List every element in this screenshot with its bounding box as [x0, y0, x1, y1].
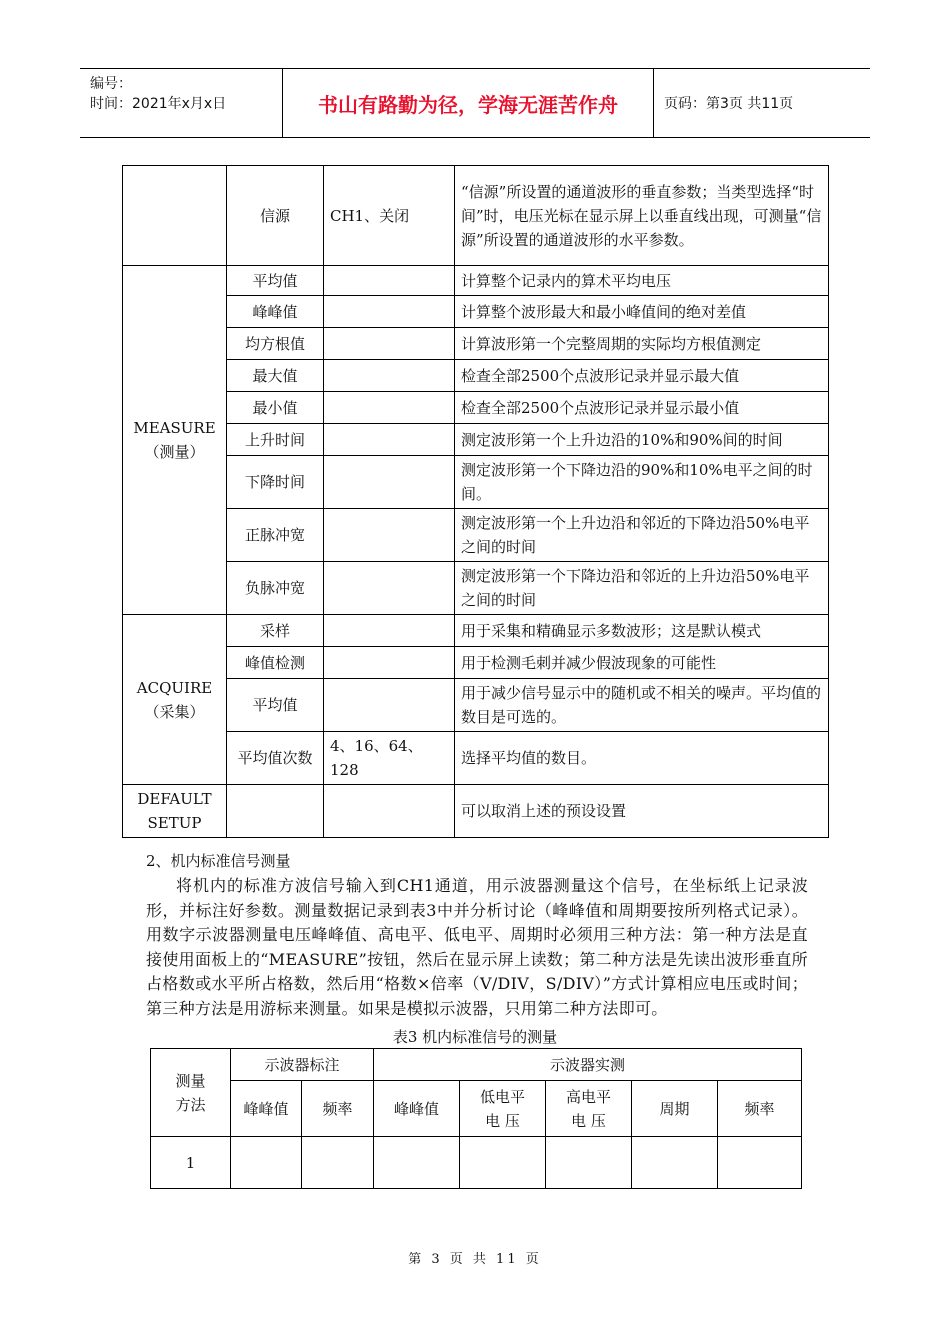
- param-name: 下降时间: [227, 456, 324, 509]
- measure-acquire-table: [122, 165, 829, 838]
- page-header: [80, 68, 870, 138]
- param-name: 峰值检测: [227, 647, 324, 679]
- param-name: 最大值: [227, 360, 324, 392]
- empty-cell: [374, 1137, 460, 1189]
- actual-col-header: 周期: [632, 1081, 718, 1137]
- param-setting: 4、16、64、128: [324, 732, 455, 785]
- table3-caption: 表3 机内标准信号的测量: [392, 1028, 558, 1046]
- param-setting: [324, 296, 455, 328]
- table-row: [123, 392, 829, 424]
- actual-col-header: 高电平 电 压: [546, 1081, 632, 1137]
- header-motto: 书山有路勤为径，学海无涯苦作舟: [283, 69, 654, 137]
- empty-cell: [718, 1137, 802, 1189]
- param-desc: 计算波形第一个完整周期的实际均方根值测定: [455, 328, 829, 360]
- date-label: 时间：2021年x月x日: [90, 96, 227, 112]
- actual-group-header: 示波器实测: [374, 1049, 802, 1081]
- table-row: [123, 360, 829, 392]
- table-row: [123, 562, 829, 615]
- param-name: 平均值次数: [227, 732, 324, 785]
- group-measure: MEASURE （测量）: [123, 266, 227, 615]
- group-default: DEFAULT SETUP: [123, 785, 227, 838]
- table-row: [123, 166, 829, 266]
- empty-cell: [302, 1137, 374, 1189]
- param-desc: 测定波形第一个上升边沿和邻近的下降边沿50%电平之间的时间: [455, 509, 829, 562]
- param-setting: [324, 679, 455, 732]
- param-desc: 计算整个波形最大和最小峰值间的绝对差值: [455, 296, 829, 328]
- param-name: 负脉冲宽: [227, 562, 324, 615]
- table-row: [123, 679, 829, 732]
- param-setting: [324, 647, 455, 679]
- param-desc: 可以取消上述的预设设置: [455, 785, 829, 838]
- table-row: [123, 296, 829, 328]
- param-setting: [324, 360, 455, 392]
- label-group-header: 示波器标注: [231, 1049, 374, 1081]
- param-name: 平均值: [227, 679, 324, 732]
- param-desc: 选择平均值的数目。: [455, 732, 829, 785]
- table-row: [123, 509, 829, 562]
- param-setting: [324, 615, 455, 647]
- table-row: [123, 785, 829, 838]
- param-desc: 用于采集和精确显示多数波形；这是默认模式: [455, 615, 829, 647]
- empty-cell: [227, 785, 324, 838]
- param-setting: [324, 456, 455, 509]
- row-number: 1: [151, 1137, 231, 1189]
- actual-col-header: 低电平 电 压: [460, 1081, 546, 1137]
- param-name: 正脉冲宽: [227, 509, 324, 562]
- param-name: 峰峰值: [227, 296, 324, 328]
- param-name: 信源: [227, 166, 324, 266]
- param-setting: [324, 328, 455, 360]
- param-setting: [324, 266, 455, 296]
- table-row: [123, 456, 829, 509]
- table-row: [123, 266, 829, 296]
- param-name: 平均值: [227, 266, 324, 296]
- param-desc: 检查全部2500个点波形记录并显示最小值: [455, 392, 829, 424]
- page-footer: 第 3 页 共 11 页: [408, 1252, 542, 1267]
- header-meta: [80, 69, 283, 137]
- actual-col-header: 频率: [718, 1081, 802, 1137]
- param-desc: 测定波形第一个下降边沿的90%和10%电平之间的时间。: [455, 456, 829, 509]
- table-row: [123, 647, 829, 679]
- empty-cell: [546, 1137, 632, 1189]
- param-desc: 检查全部2500个点波形记录并显示最大值: [455, 360, 829, 392]
- table-row: [123, 732, 829, 785]
- section-paragraph: 将机内的标准方波信号输入到CH1通道，用示波器测量这个信号，在坐标纸上记录波形，并标注好参数。测量数据记录到表3中并分析讨论（峰峰值和周期要按所列格式记录）。用数字示波器测量电压峰峰值、高电平、低电平、周期时必须用三种方法：第一种方法是直接使用面板上的“MEASURE”按钮，然后在显示屏上读数；第二种方法是先读出波形垂直所占格数或水平所占格数，然后用“格数×倍率（V/DIV，S/DIV）”方式计算相应电压或时间；第三种方法是用游标来测量。如果是模拟示波器，只用第二种方法即可。: [146, 876, 808, 1018]
- param-desc: “信源”所设置的通道波形的垂直参数；当类型选择“时间”时，电压光标在显示屏上以垂直线出现，可测量“信源”所设置的通道波形的水平参数。: [455, 166, 829, 266]
- method-header: 测量 方法: [151, 1049, 231, 1137]
- param-setting: [324, 392, 455, 424]
- serial-label: 编号：: [90, 76, 132, 92]
- empty-cell: [231, 1137, 302, 1189]
- empty-cell: [324, 785, 455, 838]
- empty-cell: [460, 1137, 546, 1189]
- param-desc: 测定波形第一个上升边沿的10%和90%间的时间: [455, 424, 829, 456]
- param-name: 采样: [227, 615, 324, 647]
- header-page: 页码：第3页 共11页: [664, 96, 794, 112]
- param-setting: [324, 509, 455, 562]
- table-row: [123, 615, 829, 647]
- param-desc: 测定波形第一个下降边沿和邻近的上升边沿50%电平之间的时间: [455, 562, 829, 615]
- param-name: 最小值: [227, 392, 324, 424]
- empty-cell: [632, 1137, 718, 1189]
- param-setting: CH1、关闭: [324, 166, 455, 266]
- param-desc: 用于减少信号显示中的随机或不相关的噪声。平均值的数目是可选的。: [455, 679, 829, 732]
- standard-signal-table: [150, 1048, 802, 1189]
- param-setting: [324, 424, 455, 456]
- empty-cell: [123, 166, 227, 266]
- section-title: 2、机内标准信号测量: [146, 852, 291, 870]
- param-setting: [324, 562, 455, 615]
- label-col-header: 频率: [302, 1081, 374, 1137]
- label-col-header: 峰峰值: [231, 1081, 302, 1137]
- param-desc: 计算整个记录内的算术平均电压: [455, 266, 829, 296]
- param-name: 上升时间: [227, 424, 324, 456]
- actual-col-header: 峰峰值: [374, 1081, 460, 1137]
- table-row: [123, 424, 829, 456]
- param-name: 均方根值: [227, 328, 324, 360]
- table-row: [123, 328, 829, 360]
- group-acquire: ACQUIRE （采集）: [123, 615, 227, 785]
- param-desc: 用于检测毛刺并减少假波现象的可能性: [455, 647, 829, 679]
